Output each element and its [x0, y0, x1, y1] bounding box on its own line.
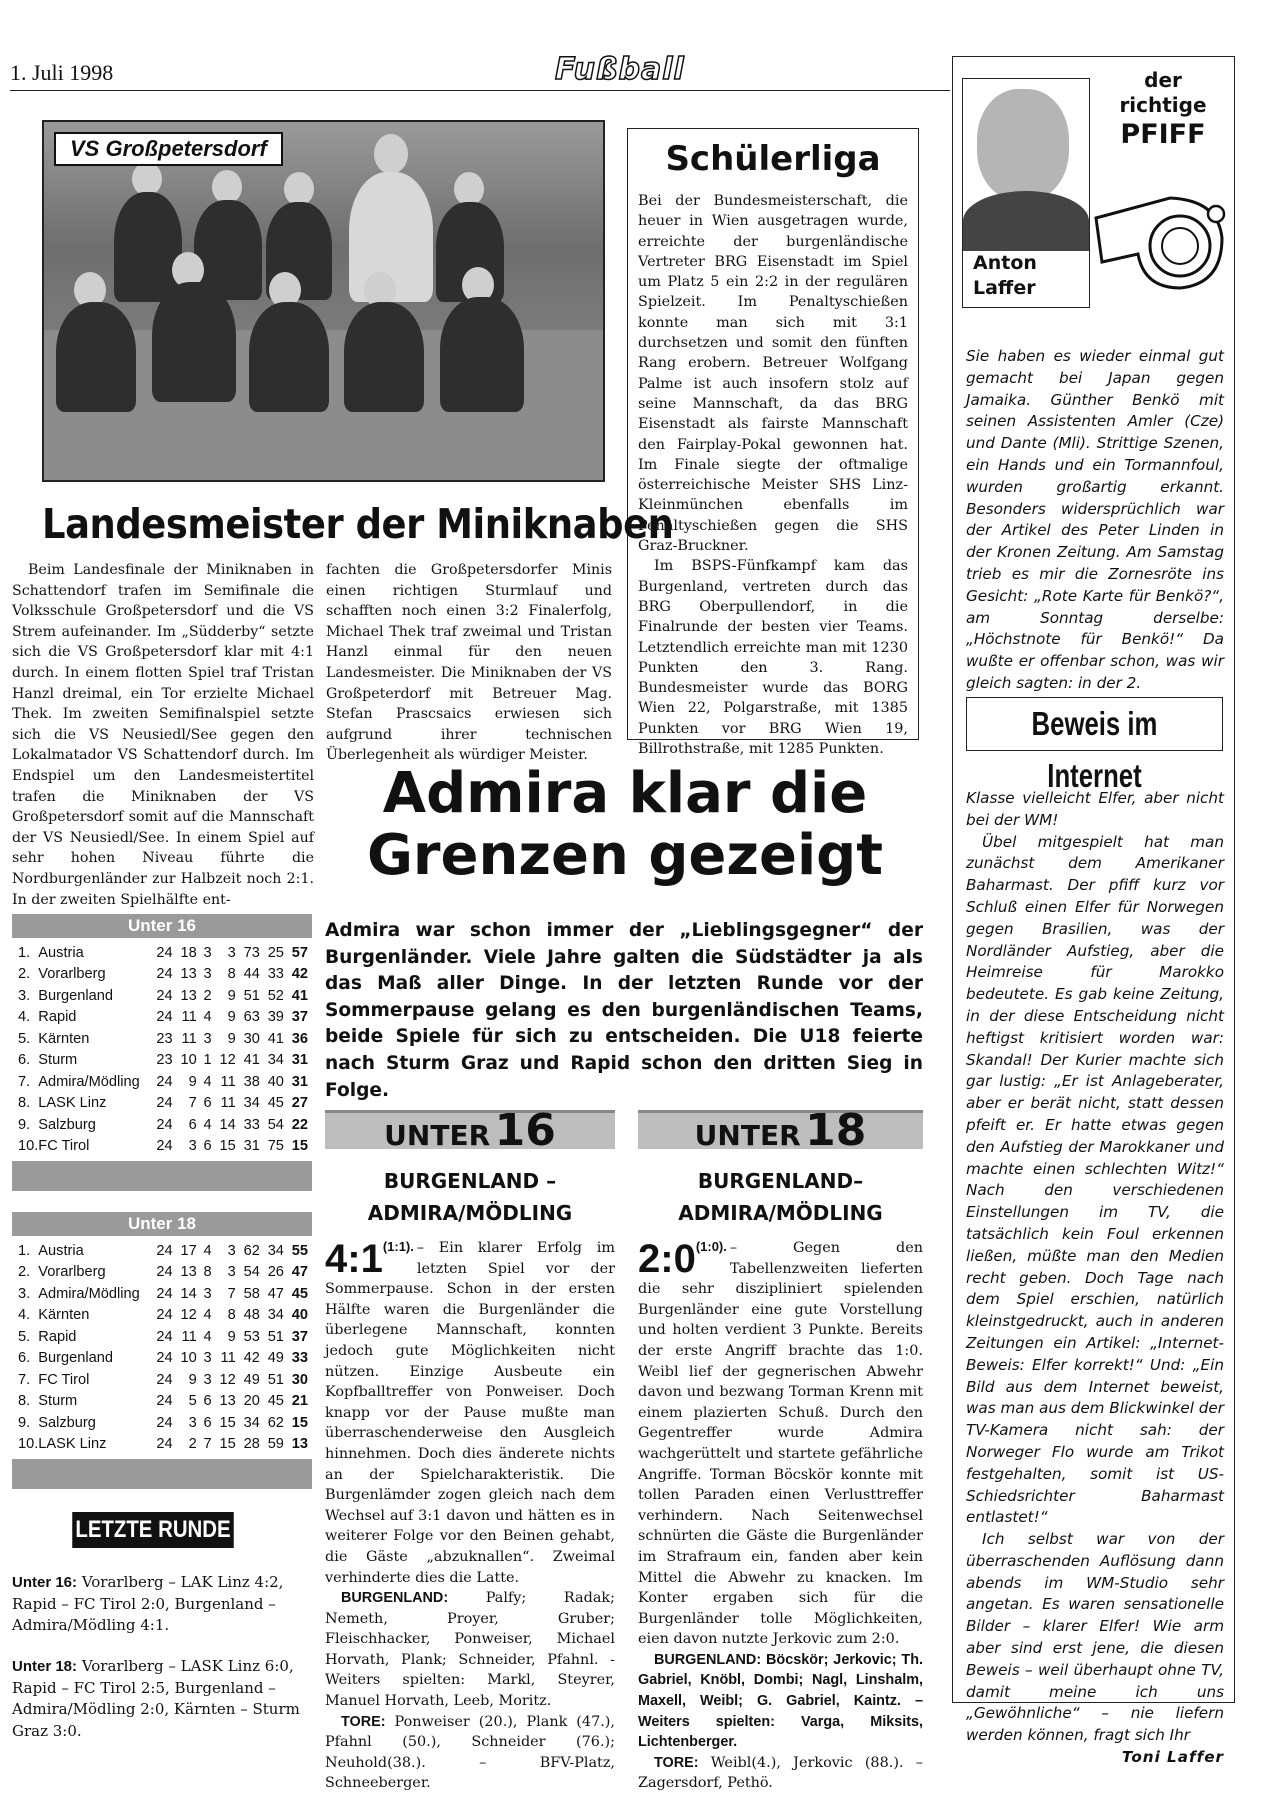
standings-cell: 31	[291, 1073, 308, 1090]
standings-cell: 47	[291, 1264, 308, 1281]
standings-cell: 20	[243, 1393, 260, 1410]
standings-cell: 6.	[18, 1052, 31, 1069]
standings-cell: 28	[243, 1436, 260, 1453]
standings-cell: 12	[219, 1371, 236, 1388]
standings-cell: 13	[180, 966, 197, 983]
pfiff-title-richtige: richtige	[1119, 93, 1207, 117]
miniknaben-headline: Landesmeister der Miniknaben	[42, 500, 674, 548]
standings-cell: 3	[227, 1242, 236, 1259]
player-body	[344, 302, 424, 412]
u18-report-text: – Gegen den Tabellenzweiten lieferten die sehr diszipliniert spielenden Burgenländer eine gute Vorstellung und holten verdient 3 Punkte. Bereits der erste Angriff brachte das 1:0. Weibl lief der gegnerischen Abwehr davon und bezwang Torman Krenn mit einem plazierten Schuß. Durch den Gegentreffer wurde Admira wachgerüttelt und startete gefährliche Angriffe. Torman Böcskör konnte mit tollen Paraden einen Verlusttreffer verhindern. Nach Seitenwechsel schnürten die Gäste die Burgenländer im Strafraum ein, fanden aber kein Mittel die Abwehr zu knacken. Im Konter ergaben sich für die Burgenländer tolle Möglichkeiten, eien davon nutzte Jerkovic zum 2:0.	[638, 1240, 923, 1648]
standings-cell: 8	[227, 966, 236, 983]
standings-row	[12, 1412, 312, 1434]
standings-cell: 24	[156, 1371, 173, 1388]
standings-cell: 3	[188, 1138, 197, 1155]
schuelerliga-title: Schülerliga	[665, 139, 881, 179]
standings-cell: 24	[156, 1009, 173, 1026]
team-name: Vorarlberg	[38, 1264, 106, 1281]
player-body	[249, 302, 329, 412]
player-head	[454, 172, 484, 206]
beweis-heading	[966, 697, 1223, 794]
standings-cell: 17	[180, 1242, 197, 1259]
u16-match	[325, 1165, 615, 1229]
standings-cell: 51	[267, 1371, 284, 1388]
pfiff-signature: Toni Laffer	[1121, 1748, 1224, 1767]
player-body	[56, 302, 136, 412]
author-name	[973, 251, 1037, 301]
standings-cell: 30	[291, 1371, 308, 1388]
standings-row	[12, 1262, 312, 1284]
standings-cell: 3	[203, 966, 212, 983]
standings-cell: 7	[227, 1285, 236, 1302]
standings-u16	[12, 914, 312, 1191]
standings-cell: 37	[291, 1009, 308, 1026]
standings-cell: 6	[203, 1414, 212, 1431]
standings-cell: 44	[243, 966, 260, 983]
standings-row	[12, 964, 312, 986]
u16-number: 16	[494, 1105, 556, 1156]
standings-cell: 3	[203, 1350, 212, 1367]
portrait-shirt	[963, 191, 1089, 251]
standings-cell: 34	[267, 1307, 284, 1324]
standings-cell: 8.	[18, 1393, 31, 1410]
standings-row	[12, 985, 312, 1007]
standings-cell: 12	[219, 1052, 236, 1069]
standings-cell: 1	[203, 1052, 212, 1069]
standings-cell: 15	[291, 1138, 308, 1155]
pfiff-text: Übel mitgespielt hat man zunächst dem Amerikaner Baharmast. Der pfiff kurz vor Schluß einen Elfer für Norwegen gegen Brasilien, was der Nordländer Aufstieg, aber die Heimreise für Marokko bedeutete. Es gab keine Zeitung, in der diese Entscheidung nicht heftigst kritisiert worden war: Skandal! Der Kurier machte sich gar lustig: „Er ist Anlageberater, aber er berät nicht, statt dessen pfeift er. Er hatte etwas gegen den Aufstieg der Marokkaner und machte einen schlechten Witz!“ Nach den verschiedenen Einstellungen im TV, die tatsächlich kein Foul erkennen ließen, müßte man den Medien recht geben. Doch Tage nach dem Spiel erschien, natürlich kleinstgedruckt, auch in anderen Zeitungen ein Artikel: „Internet-Beweis: Elfer korrekt!“ Und: „Ein Bild aus dem Internet beweist, was man aus dem Blickwinkel der TV-Kamera nicht sah: der Norweger Flo wurde am Trikot festgehalten, somit ist US-Schiedsrichter Baharmast entlastet!“	[966, 832, 1224, 1527]
standings-cell: 8.	[18, 1095, 31, 1112]
standings-cell: 51	[243, 987, 260, 1004]
standings-cell: 11	[181, 1009, 197, 1026]
standings-cell: 31	[291, 1052, 308, 1069]
standings-cell: 5	[188, 1393, 197, 1410]
standings-cell: 24	[156, 1095, 173, 1112]
standings-cell: 23	[156, 1030, 173, 1047]
standings-u18-title: Unter 18	[12, 1212, 312, 1236]
standings-u16-footer	[12, 1161, 312, 1191]
standings-cell: 2	[203, 987, 212, 1004]
standings-cell: 4	[203, 1073, 212, 1090]
u18-label: UNTER	[694, 1119, 801, 1152]
standings-cell: 63	[243, 1009, 260, 1026]
standings-cell: 3	[188, 1414, 197, 1431]
pfiff-title-der: der	[1144, 68, 1182, 92]
standings-cell: 8	[203, 1264, 212, 1281]
standings-cell: 24	[156, 1414, 173, 1431]
standings-cell: 45	[267, 1095, 284, 1112]
team-name: Burgenland	[38, 987, 113, 1004]
standings-cell: 55	[291, 1242, 308, 1259]
u18-number: 18	[805, 1105, 867, 1156]
standings-cell: 39	[267, 1009, 284, 1026]
standings-cell: 24	[156, 1393, 173, 1410]
photo-caption: VS Großpetersdorf	[54, 132, 283, 166]
standings-u16-table	[12, 942, 312, 1157]
standings-cell: 15	[291, 1414, 308, 1431]
standings-cell: 9.	[18, 1414, 31, 1431]
miniknaben-column-1	[12, 560, 314, 910]
standings-row	[12, 1305, 312, 1327]
author-portrait	[962, 78, 1090, 308]
standings-cell: 42	[243, 1350, 260, 1367]
standings-cell: 41	[291, 987, 308, 1004]
standings-cell: 5.	[18, 1030, 31, 1047]
standings-cell: 6	[203, 1095, 212, 1112]
standings-cell: 4	[203, 1242, 212, 1259]
standings-cell: 45	[267, 1393, 284, 1410]
team-name: Rapid	[38, 1328, 77, 1345]
standings-row	[12, 1369, 312, 1391]
team-name: LASK Linz	[38, 1436, 107, 1453]
standings-cell: 11	[220, 1095, 236, 1112]
standings-u18	[12, 1212, 312, 1489]
player-body	[114, 192, 182, 302]
standings-cell: 3	[203, 1285, 212, 1302]
standings-cell: 10	[180, 1052, 197, 1069]
author-last-name: Laffer	[973, 277, 1036, 299]
pfiff-title-pfiff: PFIFF	[1120, 119, 1206, 150]
standings-cell: 34	[267, 1242, 284, 1259]
team-name: LASK Linz	[38, 1095, 107, 1112]
u18-bar	[638, 1105, 923, 1156]
admira-headline	[320, 763, 930, 887]
pfiff-paragraph-1	[966, 346, 1224, 695]
u18-team-label: BURGENLAND:	[654, 1651, 762, 1668]
standings-row	[12, 1434, 312, 1456]
standings-row	[12, 1391, 312, 1413]
standings-cell: 9.	[18, 1116, 31, 1133]
standings-cell: 9	[227, 1009, 236, 1026]
team-name: Austria	[38, 944, 84, 961]
standings-cell: 11	[220, 1350, 236, 1367]
standings-cell: 13	[219, 1393, 236, 1410]
schuelerliga-box	[627, 128, 919, 758]
letzte-runde-title: LETZTE RUNDE	[72, 1512, 234, 1548]
standings-cell: 59	[267, 1436, 284, 1453]
u16-report-text: – Ein klarer Erfolg im letzten Spiel vor der Sommerpause. Schon in der ersten Hälfte waren die Burgenländer die überlegene Mannschaft, konnten jedoch gute Möglichkeiten nicht nützen. Einzige Ausbeute ein Kopfballtreffer von Ponweiser. Doch knapp vor der Pause mußte man überraschenderweise den Ausgleich hinnehmen. Doch dies änderete nichts an der Spielcharakteristik. Die Burgenlämder zogen gleich nach dem Wechsel auf 3:1 davon und hätten es in weiterer Folge vor den Beinen gehabt, die Gäste „abzuknallen“. Zweimal verhinderte dies die Latte.	[325, 1240, 615, 1586]
u18-match-away: ADMIRA/MÖDLING	[678, 1201, 883, 1225]
u16-team: Palfy; Radak; Nemeth, Proyer, Gruber; Fleischhacker, Ponweiser, Michael Horvath, Plank; Schneider, Pfahnl. - Weiters spielten: Markl, Steyrer, Manuel Horvath, Leeb, Moritz.	[325, 1590, 615, 1710]
team-name: Vorarlberg	[38, 966, 106, 983]
standings-cell: 4.	[18, 1307, 31, 1324]
u16-team-label: BURGENLAND:	[341, 1590, 449, 1607]
standings-cell: 10.	[18, 1436, 39, 1453]
standings-cell: 25	[267, 944, 284, 961]
pfiff-column-title	[1098, 68, 1228, 152]
standings-cell: 34	[243, 1095, 260, 1112]
standings-cell: 33	[267, 966, 284, 983]
letzte-runde-u16-label: Unter 16:	[12, 1574, 78, 1591]
u16-goals-label: TORE:	[341, 1713, 386, 1730]
standings-cell: 24	[156, 966, 173, 983]
standings-cell: 15	[219, 1414, 236, 1431]
letzte-runde-u16	[12, 1572, 310, 1637]
portrait-face	[977, 89, 1069, 201]
u16-goals: Ponweiser (20.), Plank (47.), Pfahnl (50.), Schneider (76.); Neuhold(38.). – BFV-Platz, Schneeberger.	[325, 1713, 615, 1792]
standings-row	[12, 1071, 312, 1093]
standings-row	[12, 1240, 312, 1262]
standings-cell: 54	[243, 1264, 260, 1281]
standings-row	[12, 1007, 312, 1029]
team-name: Sturm	[38, 1052, 78, 1069]
miniknaben-column-2	[326, 560, 612, 766]
standings-cell: 6.	[18, 1350, 31, 1367]
admira-headline-line2: Grenzen gezeigt	[366, 823, 884, 888]
standings-cell: 24	[156, 1285, 173, 1302]
pfiff-text: Sie haben es wieder einmal gut gemacht bei Japan gegen Jamaika. Günther Benkö mit seinen Assistenten Amler (Cze) und Dante (Mli). Strittige Szenen, ein Hands und ein Tormannfoul, wurden großartig erkannt. Besonders widersprüchlich war der Artikel des Peter Linden in der Kronen Zeitung. Am Samstag trieb es mir die Zornesröte ins Gesicht: „Rote Karte für Benkö?“, am Sonntag derselbe: „Höchstnote für Benkö!“ Da wußte er offenbar schon, was wir gleich sagten: in der 2.	[966, 347, 1224, 692]
standings-cell: 24	[156, 1436, 173, 1453]
standings-cell: 14	[219, 1116, 236, 1133]
standings-cell: 7.	[18, 1371, 31, 1388]
standings-cell: 11	[181, 1328, 197, 1345]
pfiff-text: Ich selbst war von der überraschenden Auflösung dann abends im WM-Studio sehr angetan. Es waren sensationelle Bilder – klarer Elfer! Wie arm aber sind erst jene, die diesen Beweis – weil überhaupt ohne TV, damit meine ich uns „Gewöhnliche“ – nie liefern werden können, fragt sich Ihr	[966, 1530, 1224, 1745]
standings-cell: 12	[180, 1307, 197, 1324]
u16-match-home: BURGENLAND –	[383, 1169, 557, 1193]
section-title: Fußball	[555, 52, 685, 87]
standings-cell: 23	[156, 1052, 173, 1069]
standings-cell: 2.	[18, 1264, 31, 1281]
standings-cell: 7.	[18, 1073, 31, 1090]
standings-cell: 7	[188, 1095, 197, 1112]
u18-goals: Weibl(4.), Jerkovic (88.). – Zagersdorf, Pethö.	[638, 1754, 923, 1792]
standings-cell: 13	[180, 987, 197, 1004]
u16-label: UNTER	[384, 1119, 491, 1152]
standings-cell: 26	[267, 1264, 284, 1281]
standings-cell: 1.	[18, 1242, 31, 1259]
u18-report	[638, 1238, 923, 1794]
standings-cell: 53	[243, 1328, 260, 1345]
standings-cell: 3	[227, 1264, 236, 1281]
letzte-runde-u16-text: Vorarlberg – LAK Linz 4:2, Rapid – FC Tirol 2:0, Burgenland – Admira/Mödling 4:1.	[12, 1573, 284, 1634]
standings-cell: 5.	[18, 1328, 31, 1345]
header-rule	[10, 90, 950, 91]
standings-cell: 3	[203, 1371, 212, 1388]
team-name: Sturm	[38, 1393, 78, 1410]
standings-cell: 6	[203, 1138, 212, 1155]
standings-cell: 27	[291, 1095, 308, 1112]
beweis-heading-text: Beweis im Internet	[1031, 705, 1158, 794]
standings-cell: 14	[180, 1285, 197, 1302]
standings-cell: 2.	[18, 966, 31, 983]
standings-cell: 75	[267, 1138, 284, 1155]
standings-cell: 9	[227, 1030, 236, 1047]
standings-row	[12, 1283, 312, 1305]
u16-match-away: ADMIRA/MÖDLING	[367, 1201, 573, 1225]
u18-score: $2:0^{(1:0).}$	[638, 1237, 727, 1281]
player-head	[284, 172, 314, 206]
team-name: Admira/Mödling	[38, 1285, 140, 1302]
standings-cell: 3	[203, 1030, 212, 1047]
team-name: Salzburg	[38, 1414, 96, 1431]
player-body	[152, 282, 236, 402]
standings-cell: 40	[267, 1073, 284, 1090]
standings-cell: 33	[291, 1350, 308, 1367]
miniknaben-paragraph: fachten die Großpetersdorfer Minis einen richtigen Sturmlauf und schafften noch einen 3:2 Finalerfolg, Michael Thek traf zweimal und Tristan Hanzl einmal für den neuen Landesmeister. Die Miniknaben der VS Großpeterdorf mit Betreuer Mag. Stefan Prascsaics erwiesen sich aufgrund ihrer technischen Überlegenheit als würdiger Meister.	[326, 562, 612, 764]
standings-cell: 24	[156, 1073, 173, 1090]
team-name: Kärnten	[38, 1307, 90, 1324]
team-name: Austria	[38, 1242, 84, 1259]
team-name: FC Tirol	[38, 1138, 90, 1155]
standings-cell: 3.	[18, 1285, 31, 1302]
standings-cell: 33	[243, 1116, 260, 1133]
standings-cell: 4	[203, 1307, 212, 1324]
standings-cell: 37	[291, 1328, 308, 1345]
standings-cell: 2	[188, 1436, 197, 1453]
standings-cell: 13	[180, 1264, 197, 1281]
standings-cell: 24	[156, 1116, 173, 1133]
team-name: Admira/Mödling	[38, 1073, 140, 1090]
standings-cell: 36	[291, 1030, 308, 1047]
standings-cell: 48	[243, 1307, 260, 1324]
standings-cell: 54	[267, 1116, 284, 1133]
standings-cell: 9	[188, 1371, 197, 1388]
standings-cell: 49	[243, 1371, 260, 1388]
standings-cell: 9	[227, 987, 236, 1004]
team-name: FC Tirol	[38, 1371, 90, 1388]
team-name: Burgenland	[38, 1350, 113, 1367]
standings-cell: 40	[291, 1307, 308, 1324]
standings-cell: 62	[267, 1414, 284, 1431]
standings-cell: 9	[188, 1073, 197, 1090]
standings-cell: 42	[291, 966, 308, 983]
standings-cell: 6	[188, 1116, 197, 1133]
author-first-name: Anton	[973, 252, 1037, 274]
admira-teaser: Admira war schon immer der „Lieblingsgegner“ der Burgenländer. Viele Jahre galten die Südstädter ja als das Maß aller Dinge. In der letzten Runde vor der Sommerpause gelang es den burgenländischen Teams, beide Spiele für sich zu entscheiden. Die U18 feierte nach Sturm Graz und Rapid schon den dritten Sieg in Folge.	[325, 920, 923, 1101]
standings-cell: 24	[156, 944, 173, 961]
admira-headline-line1: Admira klar die	[382, 761, 868, 826]
standings-row	[12, 1326, 312, 1348]
standings-cell: 8	[227, 1307, 236, 1324]
standings-cell: 18	[180, 944, 197, 961]
standings-cell: 6	[203, 1393, 212, 1410]
team-name: Salzburg	[38, 1116, 96, 1133]
issue-date: 1. Juli 1998	[10, 60, 114, 85]
team-name: Rapid	[38, 1009, 77, 1026]
u18-match	[638, 1165, 923, 1229]
standings-cell: 31	[243, 1138, 260, 1155]
standings-row	[12, 1114, 312, 1136]
player-head	[212, 170, 242, 204]
standings-cell: 1.	[18, 944, 31, 961]
schuelerliga-paragraph: Im BSPS-Fünfkampf kam das Burgenland, vertreten durch das BRG Oberpullendorf, in die Finalrunde der besten vier Teams. Letztendlich erreichte man mit 1230 Punkten den 3. Rang. Bundesmeister wurde das BORG Wien 22, Polgarstraße, mit 1385 Punkten vor BRG Wien 19, Billrothstraße, mit 1285 Punkten.	[638, 558, 908, 758]
standings-cell: 9	[227, 1328, 236, 1345]
pfiff-text: Klasse vielleicht Elfer, aber nicht bei der WM!	[966, 789, 1224, 829]
standings-cell: 13	[291, 1436, 308, 1453]
standings-row	[12, 1348, 312, 1370]
standings-row	[12, 942, 312, 964]
team-name: Kärnten	[38, 1030, 90, 1047]
standings-cell: 52	[267, 987, 284, 1004]
standings-cell: 22	[291, 1116, 308, 1133]
standings-cell: 58	[243, 1285, 260, 1302]
standings-cell: 15	[219, 1138, 236, 1155]
standings-cell: 73	[243, 944, 260, 961]
standings-cell: 3	[227, 944, 236, 961]
standings-cell: 38	[243, 1073, 260, 1090]
u18-team: Böcskör; Jerkovic; Th. Gabriel, Knöbl, Dombi; Nagl, Linshalm, Maxell, Weibl; G. Gabriel, Kaintz. –Weiters spielten: Varga, Miksits, Lichtenberger.	[638, 1651, 923, 1751]
standings-cell: 41	[243, 1052, 260, 1069]
standings-cell: 24	[156, 1350, 173, 1367]
standings-cell: 11	[181, 1030, 197, 1047]
player-head	[132, 162, 162, 196]
whistle-icon	[1092, 180, 1230, 300]
standings-cell: 24	[156, 1328, 173, 1345]
standings-cell: 24	[156, 1242, 173, 1259]
standings-cell: 30	[243, 1030, 260, 1047]
standings-cell: 15	[219, 1436, 236, 1453]
standings-cell: 24	[156, 1307, 173, 1324]
standings-cell: 10	[180, 1350, 197, 1367]
letzte-runde-u18-label: Unter 18:	[12, 1658, 78, 1675]
standings-cell: 34	[267, 1052, 284, 1069]
coach-head	[374, 134, 408, 174]
schuelerliga-paragraph: Bei der Bundesmeisterschaft, die heuer in Wien ausgetragen wurde, erreichte der burgenländische Vertreter BRG Eisenstadt im Spiel um Platz 5 ein 2:2 in der regulären Spielzeit. Im Penaltyschießen konnte man sich mit 3:1 durchsetzen und somit den fünften Rang erobern. Betreuer Wolfgang Palme ist auch insofern stolz auf seine Mannschaft, da das BRG Eisenstadt als fairste Mannschaft den Fairplay-Pokal gewonnen hat. Im Finale siegte der oftmalige österreichische Meister SHS Linz-Kleinmünchen ebenfalls im Penaltyschießen gegen die SHS Graz-Bruckner.	[638, 193, 908, 555]
standings-cell: 49	[267, 1350, 284, 1367]
standings-cell: 3.	[18, 987, 31, 1004]
standings-cell: 34	[243, 1414, 260, 1431]
standings-cell: 4	[203, 1116, 212, 1133]
standings-cell: 4	[203, 1328, 212, 1345]
standings-u18-footer	[12, 1459, 312, 1489]
letzte-runde-u18	[12, 1656, 310, 1742]
standings-cell: 4.	[18, 1009, 31, 1026]
u16-bar	[325, 1105, 615, 1156]
standings-cell: 45	[291, 1285, 308, 1302]
team-photo	[42, 120, 605, 482]
standings-cell: 4	[203, 1009, 212, 1026]
standings-cell: 11	[220, 1073, 236, 1090]
standings-cell: 21	[291, 1393, 308, 1410]
standings-cell: 24	[156, 987, 173, 1004]
standings-cell: 57	[291, 944, 308, 961]
standings-row	[12, 1028, 312, 1050]
standings-cell: 47	[267, 1285, 284, 1302]
standings-row	[12, 1093, 312, 1115]
u16-report	[325, 1238, 615, 1794]
standings-cell: 24	[156, 1138, 173, 1155]
standings-cell: 10.	[18, 1138, 39, 1155]
letzte-runde-u18-text: Vorarlberg – LASK Linz 6:0, Rapid – FC Tirol 2:5, Burgenland – Admira/Mödling 2:0, Kärnten – Sturm Graz 3:0.	[12, 1657, 300, 1740]
player-body	[440, 297, 524, 412]
standings-row	[12, 1136, 312, 1158]
standings-cell: 51	[267, 1328, 284, 1345]
u18-goals-label: TORE:	[654, 1754, 699, 1771]
u18-match-home: BURGENLAND–	[697, 1169, 864, 1193]
standings-cell: 24	[156, 1264, 173, 1281]
u16-score: $4:1^{(1:1).}$	[325, 1237, 414, 1281]
standings-cell: 7	[203, 1436, 212, 1453]
standings-cell: 62	[243, 1242, 260, 1259]
standings-cell: 3	[203, 944, 212, 961]
standings-row	[12, 1050, 312, 1072]
miniknaben-paragraph: Beim Landesfinale der Miniknaben in Schattendorf trafen im Semifinale die Volksschule Großpetersdorf und die VS Strem aufeinander. Im „Südderby“ setzte sich die VS Großpetersdorf klar mit 4:1 durch. In einem flotten Spiel traf Tristan Hanzl dreimal, ein Tor erzielte Michael Thek. Im zweiten Semifinalspiel setzte sich die VS Neusiedl/See gegen den Lokalmatador VS Schattendorf durch. Im Endspiel um den Landesmeistertitel trafen die Miniknaben der VS Großpetersdorf somit auf die Mannschaft der VS Neusiedl/See. In einem Spiel auf sehr hohen Niveau führte die Nordburgenländer zur Halbzeit noch 2:1. In der zweiten Spielhälfte ent-	[12, 562, 314, 908]
pfiff-paragraph-2	[966, 788, 1224, 1769]
standings-u16-title: Unter 16	[12, 914, 312, 938]
standings-cell: 41	[267, 1030, 284, 1047]
standings-u18-table	[12, 1240, 312, 1455]
